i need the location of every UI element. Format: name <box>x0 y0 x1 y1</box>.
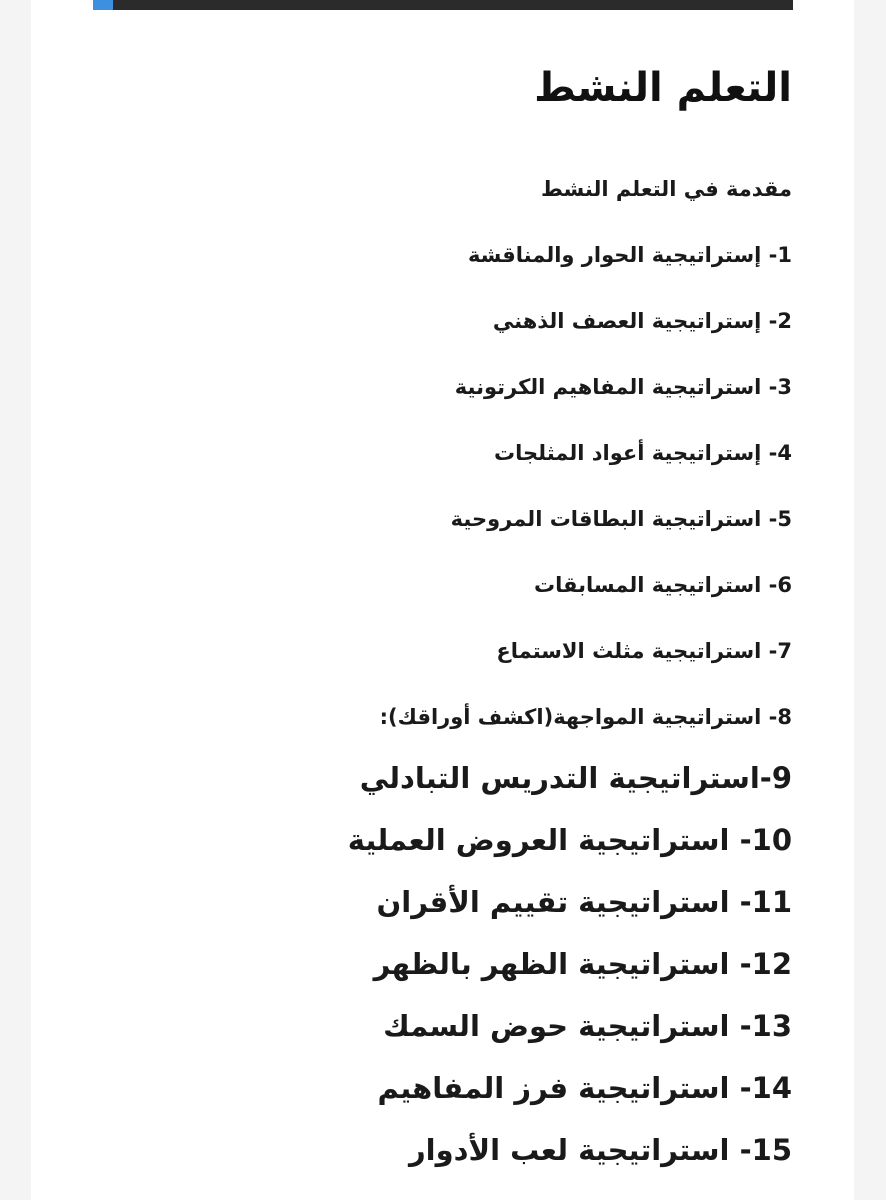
toc-item-15[interactable]: 15- استراتيجية لعب الأدوار <box>408 1133 792 1167</box>
top-bar <box>93 0 793 10</box>
toc-item-9[interactable]: 9-استراتيجية التدريس التبادلي <box>359 761 792 795</box>
toc-list <box>152 174 792 1192</box>
toc-item-6[interactable]: 6- استراتيجية المسابقات <box>534 573 792 597</box>
toc-item-10[interactable]: 10- استراتيجية العروض العملية <box>347 823 792 857</box>
toc-item-intro[interactable]: مقدمة في التعلم النشط <box>541 177 792 201</box>
toc-item-11[interactable]: 11- استراتيجية تقييم الأقران <box>376 885 792 919</box>
toc-item-2[interactable]: 2- إستراتيجية العصف الذهني <box>492 309 792 333</box>
toc-item-12[interactable]: 12- استراتيجية الظهر بالظهر <box>373 947 792 981</box>
toc-item-8[interactable]: 8- استراتيجية المواجهة(اكشف أوراقك): <box>379 705 792 729</box>
toc-item-5[interactable]: 5- استراتيجية البطاقات المروحية <box>450 507 792 531</box>
toc-item-7[interactable]: 7- استراتيجية مثلث الاستماع <box>496 639 792 663</box>
toc-item-3[interactable]: 3- استراتيجية المفاهيم الكرتونية <box>454 375 792 399</box>
top-bar-accent <box>93 0 113 10</box>
page-title: التعلم النشط <box>534 65 792 111</box>
toc-item-13[interactable]: 13- استراتيجية حوض السمك <box>383 1009 792 1043</box>
toc-item-14[interactable]: 14- استراتيجية فرز المفاهيم <box>377 1071 792 1105</box>
toc-item-4[interactable]: 4- إستراتيجية أعواد المثلجات <box>494 441 792 465</box>
article-content <box>152 56 792 1192</box>
document-page <box>31 0 854 1200</box>
toc-item-1[interactable]: 1- إستراتيجية الحوار والمناقشة <box>467 243 792 267</box>
